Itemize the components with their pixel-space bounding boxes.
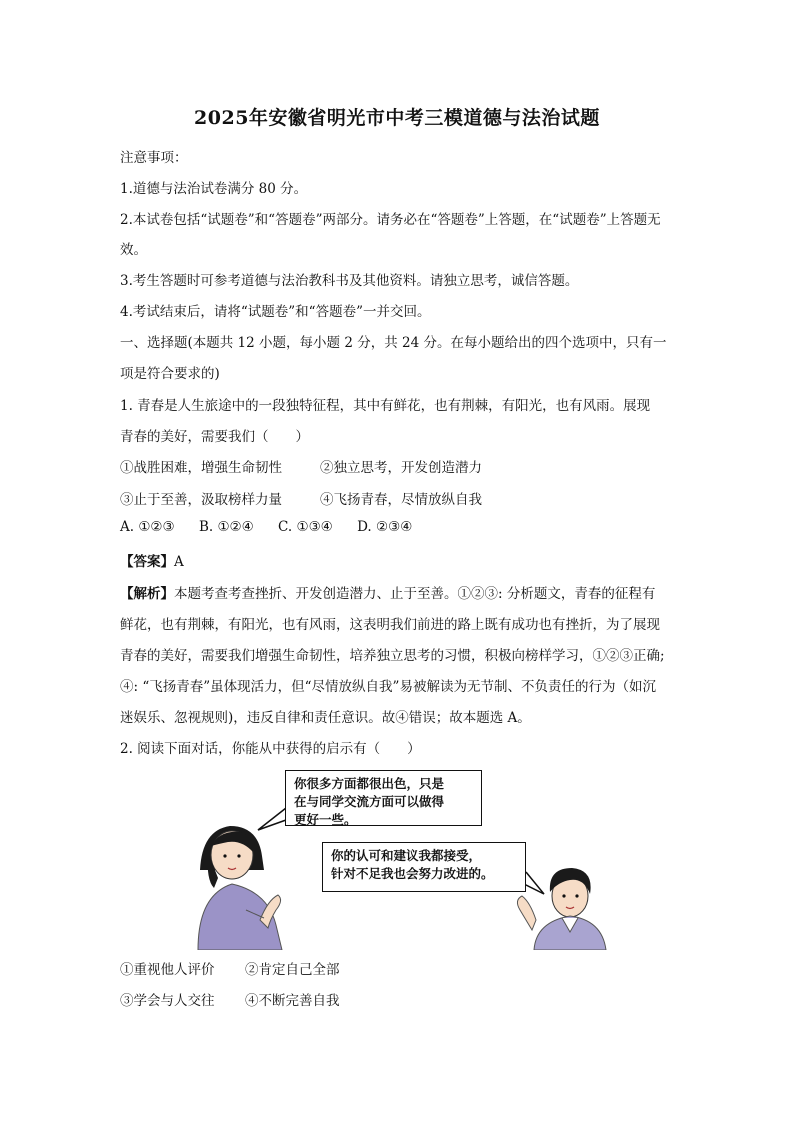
section-heading: 一、选择题(本题共 12 小题，每小题 2 分，共 24 分。在每小题给出的四个选项中，只有一 xyxy=(120,335,667,351)
answer-label: 【答案】 xyxy=(120,554,174,570)
choice-b: B. ①②④ xyxy=(198,519,254,535)
notice-item: 2.本试卷包括“试题卷”和“答题卷”两部分。请务必在“答题卷”上答题，在“试题卷”上答题无 xyxy=(120,212,661,228)
choice-d: D. ②③④ xyxy=(357,519,413,535)
analysis-text: 青春的美好，需要我们增强生命韧性，培养独立思考的习惯，积极向榜样学习，①②③正确; xyxy=(120,648,665,664)
girl-figure xyxy=(198,826,282,950)
question-2-stem: 2. 阅读下面对话，你能从中获得的启示有（ ） xyxy=(120,741,421,757)
question-2-statements-row xyxy=(120,989,340,1009)
speech-bubble-girl xyxy=(285,770,482,826)
statement-item: ③学会与人交往 xyxy=(120,993,215,1009)
bubble-text: 在与同学交流方面可以做得 xyxy=(294,794,445,809)
question-1-statements-row xyxy=(120,488,482,508)
answer-line xyxy=(120,550,184,570)
choice-c: C. ①③④ xyxy=(278,519,333,535)
question-1-choices xyxy=(120,519,432,535)
analysis-line xyxy=(120,582,655,602)
notice-heading: 注意事项： xyxy=(120,150,188,166)
speech-bubble-boy xyxy=(322,842,526,892)
statement-item: ①重视他人评价 xyxy=(120,962,215,978)
notice-item: 3.考生答题时可参考道德与法治教科书及其他资料。请独立思考，诚信答题。 xyxy=(120,273,579,289)
section-heading-cont: 项是符合要求的) xyxy=(120,366,220,382)
bubble-tail xyxy=(258,808,286,830)
statement-item: ④不断完善自我 xyxy=(245,993,340,1009)
analysis-text: 鲜花，也有荆棘，有阳光，也有风雨，这表明我们前进的路上既有成功也有挫折，为了展现 xyxy=(120,617,660,633)
analysis-label: 【解析】 xyxy=(120,586,174,602)
statement-item: ②肯定自己全部 xyxy=(245,962,340,978)
dialogue-illustration xyxy=(190,760,620,950)
notice-item: 1.道德与法治试卷满分 80 分。 xyxy=(120,181,308,197)
notice-item: 效。 xyxy=(120,242,147,258)
question-2-statements-row xyxy=(120,958,340,978)
statement-item: ①战胜困难，增强生命韧性 xyxy=(120,460,282,476)
answer-value: A xyxy=(174,554,184,570)
analysis-text: 本题考查考查挫折、开发创造潜力、止于至善。①②③: 分析题文，青春的征程有 xyxy=(174,586,656,602)
statement-item: ②独立思考，开发创造潜力 xyxy=(320,460,482,476)
bubble-text: 更好一些。 xyxy=(294,812,357,827)
page-title: 2025年安徽省明光市中考三模道德与法治试题 xyxy=(194,107,600,129)
analysis-text: 迷娱乐、忽视规则)，违反自律和责任意识。故④错误；故本题选 A。 xyxy=(120,710,531,726)
analysis-text: ④: “飞扬青春”虽体现活力，但“尽情放纵自我”易被解读为无节制、不负责任的行为（如沉 xyxy=(120,679,656,695)
question-1-stem-cont: 青春的美好，需要我们（ ） xyxy=(120,429,309,445)
question-1-stem: 1. 青春是人生旅途中的一段独特征程，其中有鲜花，也有荆棘，有阳光，也有风雨。展现 xyxy=(120,398,651,414)
statement-item: ④飞扬青春，尽情放纵自我 xyxy=(320,492,482,508)
notice-item: 4.考试结束后，请将“试题卷”和“答题卷”一并交回。 xyxy=(120,304,431,320)
bubble-text: 你很多方面都很出色，只是 xyxy=(294,776,445,791)
choice-a: A. ①②③ xyxy=(120,519,175,535)
question-1-statements-row xyxy=(120,456,482,476)
bubble-text: 你的认可和建议我都接受， xyxy=(331,848,482,863)
bubble-text: 针对不足我也会努力改进的。 xyxy=(331,866,494,881)
statement-item: ③止于至善，汲取榜样力量 xyxy=(120,492,282,508)
